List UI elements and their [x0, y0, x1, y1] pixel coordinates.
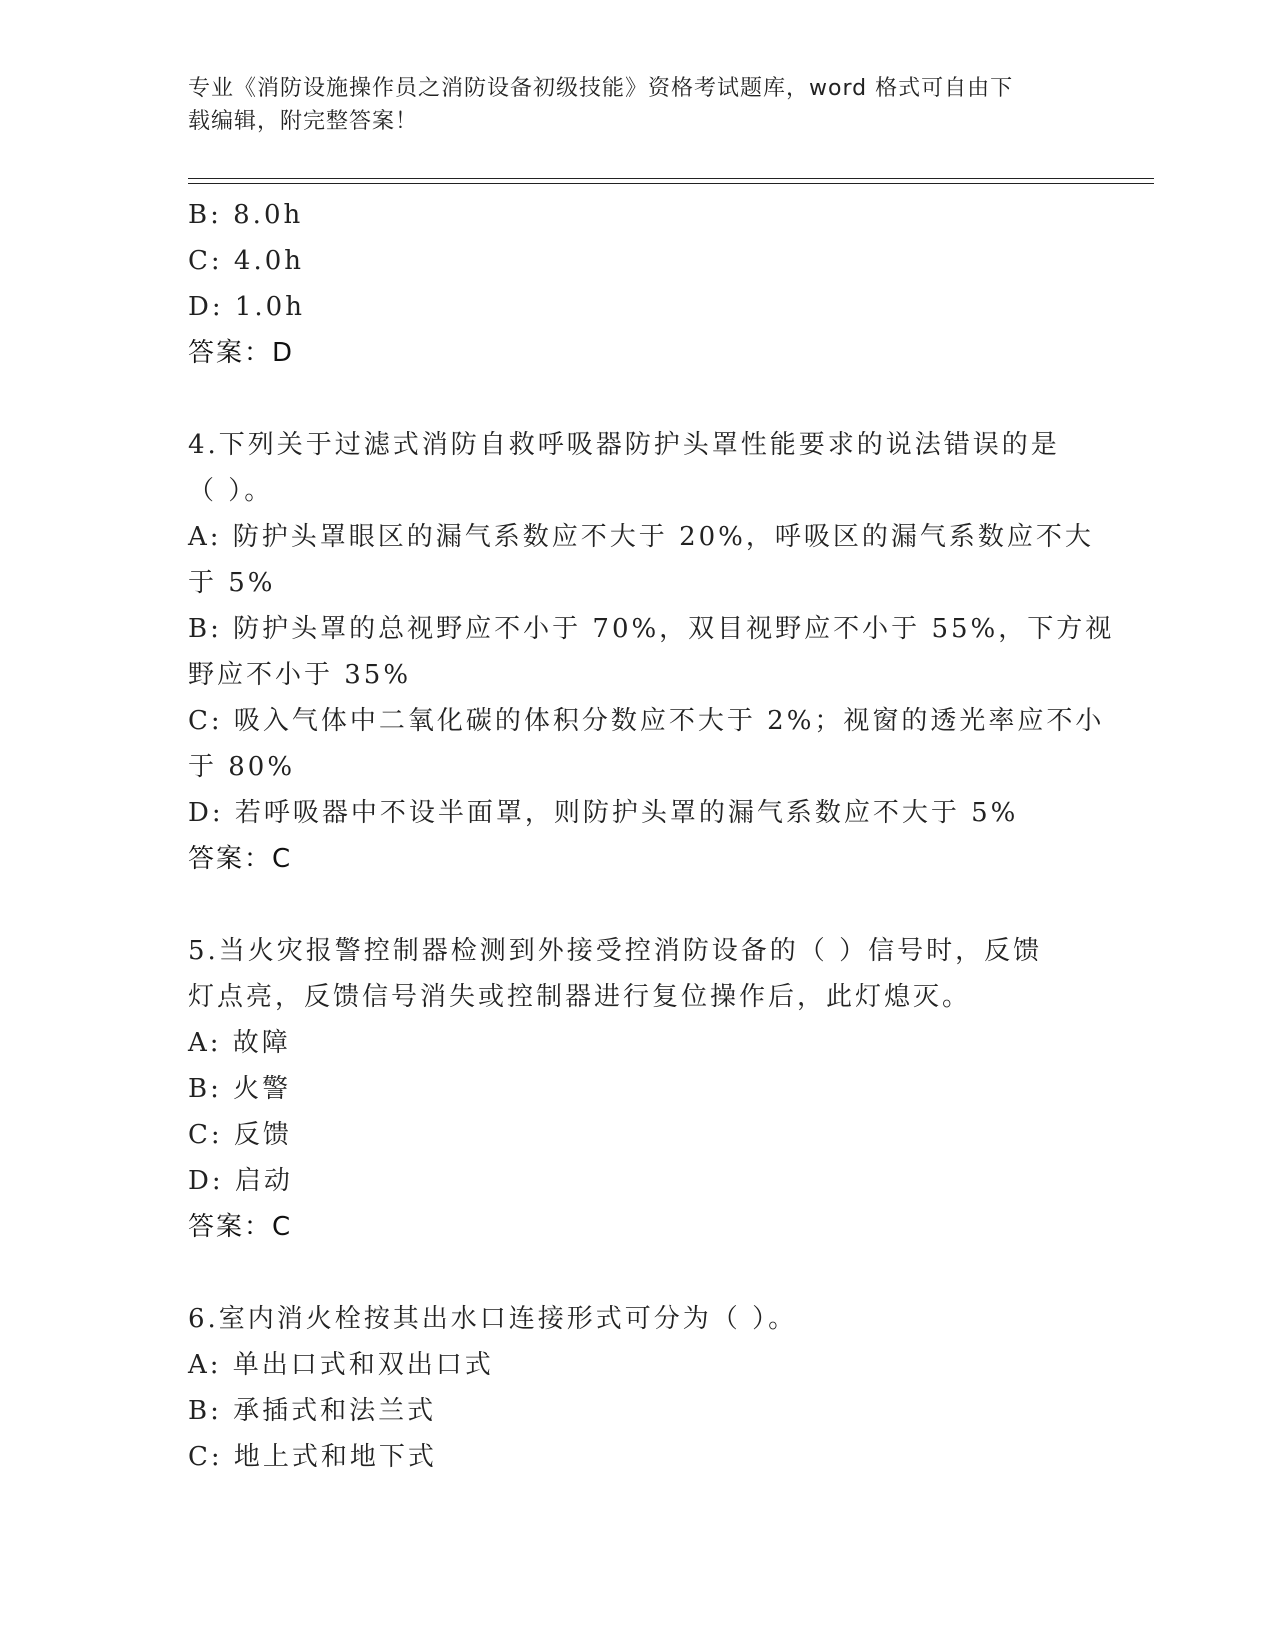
q5-option-a: A: 故障	[188, 1028, 291, 1058]
q4-option-b-line-1: B: 防护头罩的总视野应不小于 70%，双目视野应不小于 55%，下方视	[188, 614, 1115, 644]
q3-answer: 答案：D	[188, 338, 295, 368]
spacer	[188, 376, 1088, 422]
q5-stem-line-1: 5.当火灾报警控制器检测到外接受控消防设备的（ ）信号时，反馈	[188, 936, 1043, 966]
q4-option-b-line-2: 野应不小于 35%	[188, 660, 412, 690]
q3-option-b: B: 8.0h	[188, 200, 304, 230]
q4-answer: 答案：C	[188, 844, 293, 874]
q6-option-b: B: 承插式和法兰式	[188, 1396, 437, 1426]
spacer	[188, 1250, 1088, 1296]
q6-option-a: A: 单出口式和双出口式	[188, 1350, 494, 1380]
spacer	[188, 882, 1088, 928]
q4-option-c-line-1: C: 吸入气体中二氧化碳的体积分数应不大于 2%；视窗的透光率应不小	[188, 706, 1105, 736]
question-5	[188, 928, 1088, 1250]
header-divider-bottom	[188, 183, 1154, 184]
q4-option-a-line-1: A: 防护头罩眼区的漏气系数应不大于 20%，呼吸区的漏气系数应不大	[188, 522, 1094, 552]
question-6	[188, 1296, 1088, 1480]
question-4	[188, 422, 1115, 882]
page-header	[188, 72, 1088, 138]
q6-option-c: C: 地上式和地下式	[188, 1442, 437, 1472]
q4-option-c-line-2: 于 80%	[188, 752, 296, 782]
question-content	[188, 192, 1115, 1480]
q5-stem-line-2: 灯点亮，反馈信号消失或控制器进行复位操作后，此灯熄灭。	[188, 982, 972, 1012]
q4-option-a-line-2: 于 5%	[188, 568, 276, 598]
q4-stem-line-1: 4.下列关于过滤式消防自救呼吸器防护头罩性能要求的说法错误的是	[188, 430, 1060, 460]
question-3	[188, 192, 1088, 376]
q4-option-d: D: 若呼吸器中不设半面罩，则防护头罩的漏气系数应不大于 5%	[188, 798, 1019, 828]
q6-stem: 6.室内消火栓按其出水口连接形式可分为（ ）。	[188, 1304, 798, 1334]
header-line-1: 专业《消防设施操作员之消防设备初级技能》资格考试题库，word 格式可自由下	[188, 76, 1014, 101]
q5-option-d: D: 启动	[188, 1166, 293, 1196]
q4-stem-line-2: （ ）。	[188, 476, 274, 506]
q5-answer: 答案：C	[188, 1212, 293, 1242]
q5-option-b: B: 火警	[188, 1074, 292, 1104]
q3-option-c: C: 4.0h	[188, 246, 305, 276]
header-line-2: 载编辑，附完整答案！	[188, 109, 419, 134]
q3-option-d: D: 1.0h	[188, 292, 305, 322]
header-divider-top	[188, 178, 1154, 179]
q5-option-c: C: 反馈	[188, 1120, 292, 1150]
